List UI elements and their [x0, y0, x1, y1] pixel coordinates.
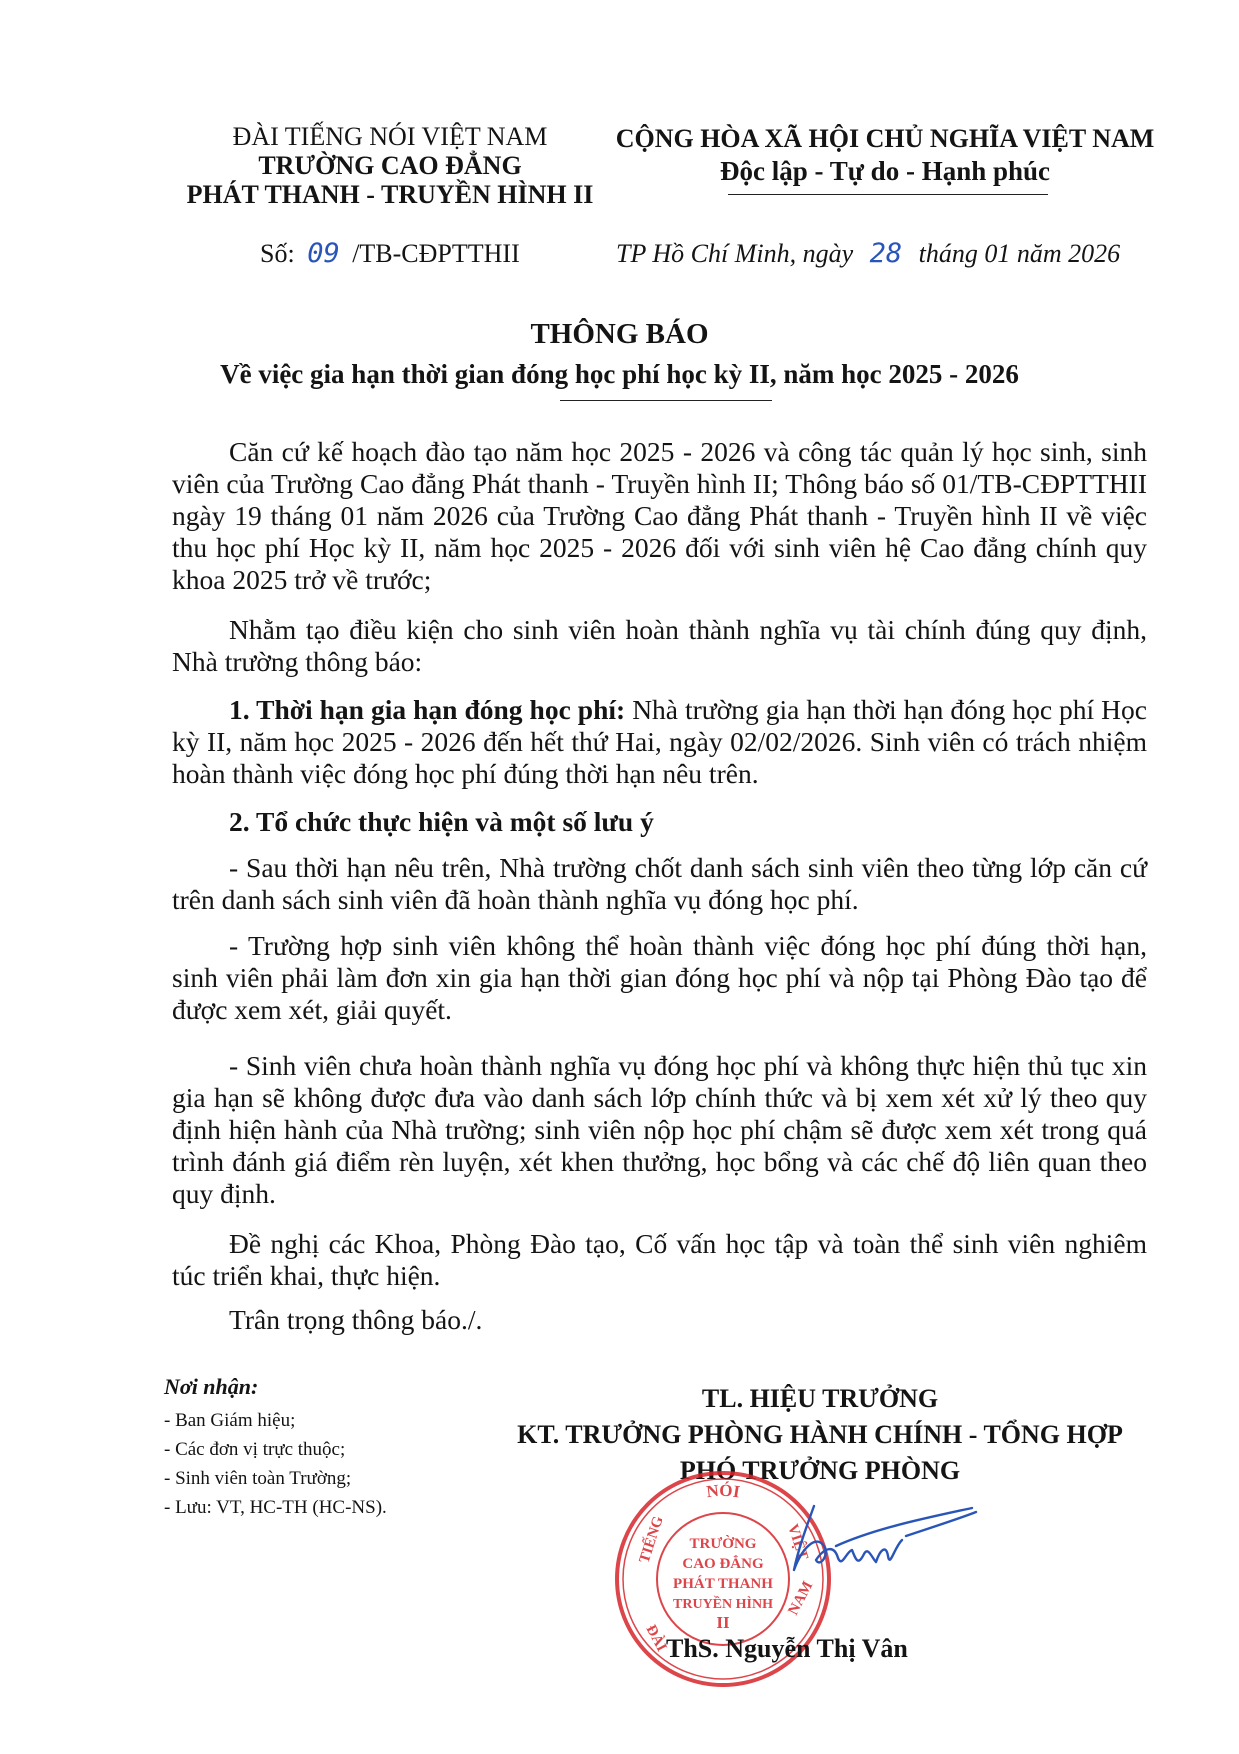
recipient-item: - Sinh viên toàn Trường; [164, 1468, 352, 1489]
notice-title: THÔNG BÁO [530, 318, 709, 350]
handwritten-day: 28 [869, 238, 903, 269]
seal-center-4: TRUYỀN HÌNH [673, 1597, 773, 1612]
seal-text-top: NÓI [705, 1480, 742, 1502]
notice-subtitle: Về việc gia hạn thời gian đóng học phí học kỳ II, năm học 2025 - 2026 [220, 359, 1019, 389]
doc-number-suffix: /TB-CĐPTTHII [352, 239, 520, 268]
bullet-1: - Sau thời hạn nêu trên, Nhà trường chốt danh sách sinh viên theo từng lớp căn cứ trên danh sách sinh viên đã hoàn thành nghĩa vụ đóng học phí. [172, 852, 1147, 915]
sign-line-3: PHÓ TRƯỞNG PHÒNG [679, 1456, 961, 1485]
school-name-line1: TRƯỜNG CAO ĐẲNG [258, 151, 522, 180]
place-date [616, 238, 1120, 269]
recipients-label: Nơi nhận: [164, 1374, 259, 1399]
section-2-heading: 2. Tổ chức thực hiện và một số lưu ý [229, 806, 654, 837]
recipient-item: - Ban Giám hiệu; [164, 1410, 296, 1431]
agency-name: ĐÀI TIẾNG NÓI VIỆT NAM [232, 122, 548, 151]
sign-line-2: KT. TRƯỞNG PHÒNG HÀNH CHÍNH - TỔNG HỢP [517, 1420, 1123, 1449]
motto-underline [728, 194, 1048, 195]
svg-text:NÓI [705, 1481, 741, 1502]
document-number [260, 238, 520, 269]
seal-center-1: TRƯỜNG [689, 1536, 757, 1552]
agency-header [180, 122, 600, 209]
section-1 [172, 694, 1147, 790]
doc-number-prefix: Số: [260, 239, 295, 268]
recipient-item: - Các đơn vị trực thuộc; [164, 1439, 346, 1460]
bullet-3: - Sinh viên chưa hoàn thành nghĩa vụ đóng học phí và không thực hiện thủ tục xin gia hạn sẽ không được đưa vào danh sách lớp chính thức và bị xem xét xử lý theo quy định hiện hành của Nhà trường; sinh viên nộp học phí chậm sẽ được xem xét trong quá trình đánh giá điểm rèn luyện, xét khen thưởng, học bổng và các chế độ liên quan theo quy định. [172, 1050, 1147, 1209]
recipients-block [164, 1374, 387, 1522]
handwritten-number: 09 [307, 238, 340, 269]
seal-center-3: PHÁT THANH [673, 1576, 773, 1592]
seal-text-right: VIỆT [784, 1522, 811, 1563]
recipient-item: - Lưu: VT, HC-TH (HC-NS). [164, 1497, 387, 1518]
motto: Độc lập - Tự do - Hạnh phúc [719, 156, 1051, 186]
seal-text-bottom-left: ĐÀI [642, 1622, 670, 1655]
sign-line-1: TL. HIỆU TRƯỞNG [701, 1384, 939, 1413]
date-prefix: TP Hồ Chí Minh, ngày [616, 239, 854, 268]
date-suffix: tháng 01 năm 2026 [918, 239, 1121, 268]
paragraph-request: Đề nghị các Khoa, Phòng Đào tạo, Cố vấn học tập và toàn thể sinh viên nghiêm túc triển khai, thực hiện. [172, 1228, 1147, 1291]
section-1-label: 1. Thời hạn gia hạn đóng học phí: [229, 694, 626, 725]
school-name-line2: PHÁT THANH - TRUYỀN HÌNH II [186, 180, 594, 209]
handwritten-signature [776, 1488, 986, 1588]
title-underline [560, 400, 772, 401]
national-header [600, 122, 1170, 188]
section-1-text: Nhà trường gia hạn thời hạn đóng học phí Học kỳ II, năm học 2025 - 2026 đến hết thứ Hai, ngày 02/02/2026. Sinh viên có trách nhiệm hoàn thành việc đóng học phí đúng thời hạn nêu trên. [172, 694, 1147, 789]
seal-center-5: II [716, 1613, 730, 1632]
signer-name: ThS. Nguyễn Thị Vân [666, 1634, 908, 1663]
seal-center-2: CAO ĐẲNG [682, 1556, 764, 1572]
paragraph-basis: Căn cứ kế hoạch đào tạo năm học 2025 - 2026 và công tác quản lý học sinh, sinh viên của Trường Cao đẳng Phát thanh - Truyền hình II; Thông báo số 01/TB-CĐPTTHII ngày 19 tháng 01 năm 2026 của Trường Cao đẳng Phát thanh - Truyền hình II về việc thu học phí Học kỳ II, năm học 2025 - 2026 đối với sinh viên hệ Cao đẳng chính quy khoa 2025 trở về trước; [172, 436, 1147, 595]
seal-text-left: TIẾNG [636, 1514, 667, 1566]
country-name: CỘNG HÒA XÃ HỘI CHỦ NGHĨA VIỆT NAM [615, 124, 1155, 153]
bullet-2: - Trường hợp sinh viên không thể hoàn thành việc đóng học phí đúng thời hạn, sinh viên phải làm đơn xin gia hạn thời gian đóng học phí và nộp tại Phòng Đào tạo để được xem xét, giải quyết. [172, 930, 1147, 1025]
seal-text-bottom-right: NAM [785, 1578, 817, 1618]
paragraph-purpose: Nhằm tạo điều kiện cho sinh viên hoàn thành nghĩa vụ tài chính đúng quy định, Nhà trường thông báo: [172, 614, 1147, 677]
paragraph-closing: Trân trọng thông báo./. [229, 1304, 483, 1335]
